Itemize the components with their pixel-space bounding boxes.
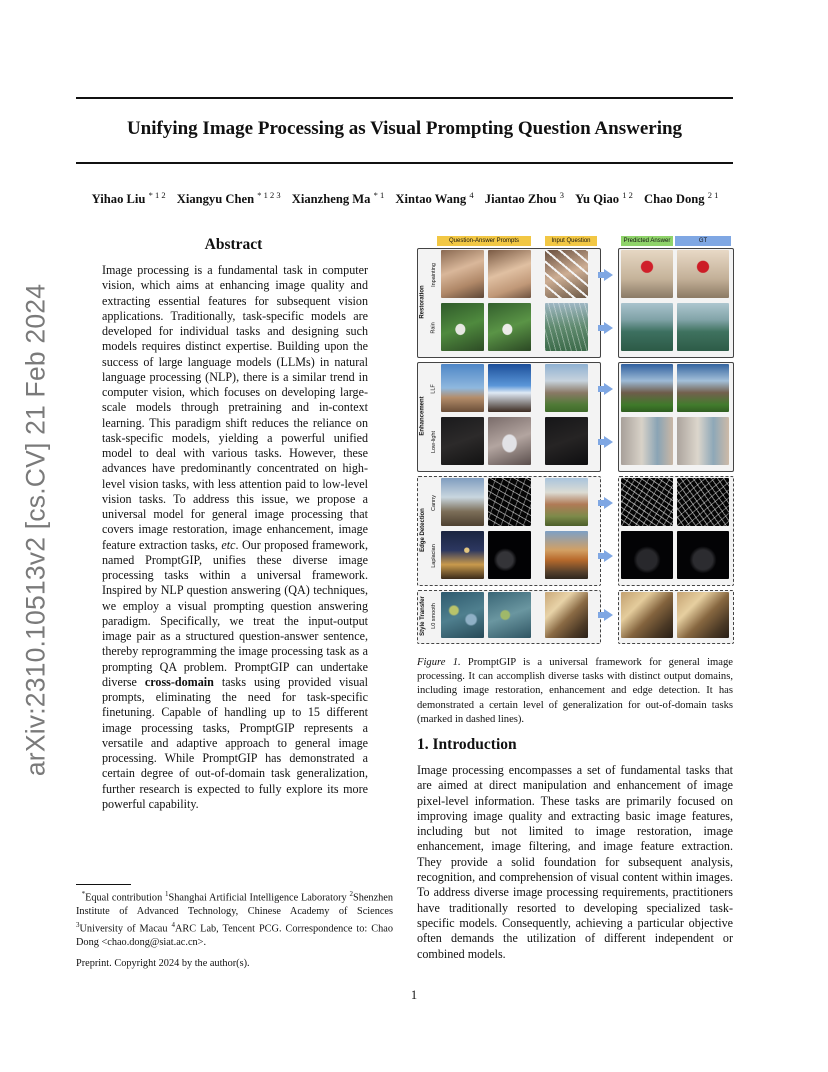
room-image (621, 417, 673, 465)
painting-image (441, 592, 484, 638)
task-label-laplacian: Laplacian (431, 544, 438, 568)
city-image (441, 478, 484, 526)
street-input-image (545, 531, 588, 579)
laplacian-output-image (621, 531, 673, 579)
building-input-image (545, 364, 588, 412)
figure-1 (417, 236, 733, 642)
baby-image (441, 250, 484, 298)
title-bottom-rule (76, 162, 733, 164)
header-gt: GT (675, 236, 731, 246)
railway-gt-image (677, 592, 729, 638)
arrow-icon (604, 322, 613, 334)
footnote-rule (76, 884, 131, 885)
dark-input-image (545, 417, 588, 465)
mountain-enhanced-image (488, 364, 531, 412)
landscape-image (621, 303, 673, 351)
task-label-low-light: Low-light (431, 430, 438, 454)
edge-output-image (621, 478, 673, 526)
railway-output-image (621, 592, 673, 638)
edge-gt-image (677, 478, 729, 526)
bright-image (488, 417, 531, 465)
arxiv-stamp: arXiv:2310.10513v2 [cs.CV] 21 Feb 2024 (20, 283, 51, 777)
laplacian-edge-image (488, 531, 531, 579)
dark-image (441, 417, 484, 465)
rose-image (621, 250, 673, 298)
author: Xintao Wang $^4$ (395, 190, 474, 207)
paper-title: Unifying Image Processing as Visual Prompting Question Answering (126, 118, 683, 139)
task-label-rain: Rain (431, 322, 437, 334)
group-label-edge-detection: Edge Detection (420, 508, 426, 552)
canny-edge-image (488, 478, 531, 526)
header-predicted-answer: Predicted Answer (621, 236, 673, 246)
room-image (677, 417, 729, 465)
group-label-style-transfer: Style Transfer (420, 596, 426, 636)
task-label-llf: LLF (430, 384, 437, 394)
building-image (677, 364, 729, 412)
author: Xianzheng Ma $^{* 1}$ (291, 190, 385, 207)
arrow-icon (604, 383, 613, 395)
arrow-icon (604, 550, 613, 562)
introduction-body: Image processing encompasses a set of fundamental tasks that are aimed at direct manipulation and enhancement of image pixel-level information. These tasks are primarily focused on improving image quality and extracting basic image features, including but not limited to image restoration, image enhancement, image filtering, and image feature extraction. They provide a solid foundation for subsequent analysis, recognition, and comprehension of visual content within images. To address diverse image processing requirements, practitioners have traditionally resorted to developing specialized task-specific models. Consequently, achieving a particular objective often demands the utilization of different independent or combined models. (417, 763, 733, 961)
preprint-notice: Preprint. Copyright 2024 by the author(s). (76, 958, 250, 969)
building-image (621, 364, 673, 412)
author: Yihao Liu $^{* 1 2}$ (91, 190, 166, 207)
task-label-canny: Canny (431, 495, 437, 511)
landscape-image (677, 303, 729, 351)
author-list (70, 190, 740, 207)
task-label-inpainting: Inpainting (431, 263, 438, 287)
figure-caption: Figure 1. PromptGIP is a universal framework for general image processing. It can accomplish diverse tasks with distinct output domains, including image restoration, enhancement and edge detection. It has demonstrated a certain level of generalization for out-of-domain tasks (marked in dashed lines). (417, 657, 733, 725)
house-input-image (545, 478, 588, 526)
bird-image (488, 303, 531, 351)
header-qa-prompts: Question-Answer Prompts (437, 236, 531, 246)
masked-input-image (545, 250, 588, 298)
author: Chao Dong $^{2 1}$ (644, 190, 719, 207)
rose-image (677, 250, 729, 298)
mountain-image (441, 364, 484, 412)
arrow-icon (604, 497, 613, 509)
night-city-image (441, 531, 484, 579)
group-label-enhancement: Enhancement (420, 396, 426, 436)
railway-input-image (545, 592, 588, 638)
smoothed-painting-image (488, 592, 531, 638)
laplacian-gt-image (677, 531, 729, 579)
baby-image (488, 250, 531, 298)
affiliations-footnote: *Equal contribution $^1$Shanghai Artificial Intelligence Laboratory $^2$Shenzhen Institute of Advanced Technology, Chinese Academy of Sciences $^3$University of Macau $^4$ARC Lab, Tencent PCG. Correspondence to: Chao Dong <chao.dong@siat.ac.cn>. (76, 890, 393, 948)
section-heading: 1. Introduction (417, 736, 517, 753)
author: Yu Qiao $^{1 2}$ (575, 190, 633, 207)
task-label-l0-smooth: L0 smooth (431, 603, 437, 629)
arrow-icon (604, 609, 613, 621)
arrow-icon (604, 436, 613, 448)
abstract-body: Image processing is a fundamental task in computer vision, which aims at enhancing image quality and extracting essential features for subsequent vision applications. Traditionally, task-specific models are developed for individual tasks and designing such models requires distinct expertise. Building upon the success of large language models (LLMs) in natural language processing (NLP), there is a similar trend in computer vision, which focuses on developing large-scale models through pretraining and in-context learning. This paradigm shift reduces the reliance on task-specific models, yielding a powerful unified model to deal with various tasks. However, these advances have predominantly concentrated on high-level vision tasks, with less attention paid to low-level vision tasks. To address this issue, we propose a universal model for general image processing that covers image restoration, image enhancement, image feature extraction tasks, etc. Our proposed framework, named PromptGIP, unifies these diverse image processing tasks within a universal framework. Inspired by NLP question answering (QA) techniques, we employ a visual prompting question answering paradigm. Specifically, we treat the input-output image pair as a structured question-answer sentence, thereby reprogramming the image processing task as a prompting QA problem. PromptGIP can undertake diverse cross-domain tasks using provided visual prompts, eliminating the need for task-specific finetuning. Capable of handling up to 15 different image processing tasks, PromptGIP represents a versatile and adaptive approach to general image processing. While PromptGIP has demonstrated a certain degree of out-of-domain task generalization, further research is expected to fully explore its more powerful capability. (102, 263, 368, 811)
header-input-question: Input Question (545, 236, 597, 246)
group-label-restoration: Restoration (420, 285, 426, 319)
abstract-heading: Abstract (204, 236, 263, 253)
arrow-icon (604, 269, 613, 281)
author: Xiangyu Chen $^{* 1 2 3}$ (176, 190, 281, 207)
author: Jiantao Zhou $^3$ (484, 190, 564, 207)
title-top-rule (76, 97, 733, 99)
page-number: 1 (410, 988, 418, 1002)
rainy-input-image (545, 303, 588, 351)
bird-image (441, 303, 484, 351)
